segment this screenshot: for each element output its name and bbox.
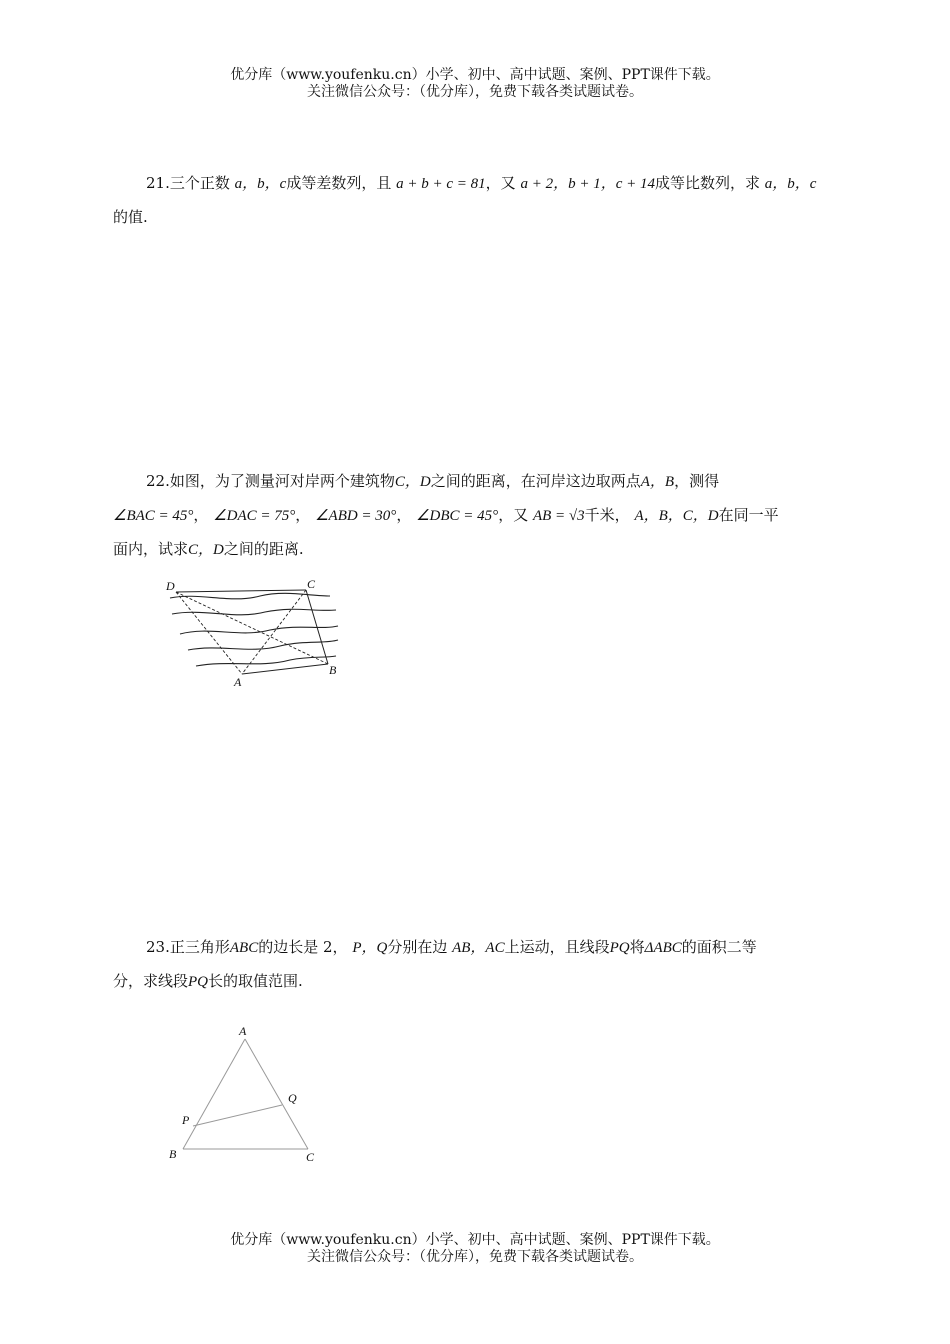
- label-d: D: [166, 579, 175, 593]
- math-variables: a，b，c: [764, 176, 817, 192]
- label-a: A: [234, 675, 242, 689]
- river-figure: [160, 574, 350, 692]
- page-header: [0, 67, 950, 101]
- river-line: [170, 593, 330, 599]
- segment-ab: [242, 664, 328, 674]
- question-22: 22.如图，为了测量河对岸两个建筑物C，D之间的距离，在河岸这边取两点A，B，测得 ∠BAC = 45°， ∠DAC = 75°， ∠ABD = 30°， ∠DBC = 45°，又 AB = √3千米， A，B，C，D在同一平 面内，试求C，D之间的距离.: [113, 472, 779, 558]
- header-line-2: 关注微信公众号：（优分库），免费下载各类试题试卷。: [307, 84, 643, 100]
- label-q: Q: [288, 1091, 297, 1105]
- question-23: 23.正三角形ABC的边长是 2， P，Q分别在边 AB，AC上运动，且线段PQ将ΔABC的面积二等 分，求线段PQ长的取值范围.: [113, 938, 757, 990]
- page-footer: [0, 1232, 950, 1266]
- footer-line-2: 关注微信公众号：（优分库），免费下载各类试题试卷。: [307, 1249, 643, 1265]
- segment-ca: [242, 590, 306, 674]
- side-ab: [183, 1039, 245, 1149]
- label-c: C: [306, 1150, 315, 1164]
- segment-db: [176, 592, 328, 664]
- angle-dac: ∠DAC = 75°: [213, 508, 296, 524]
- question-21: 21.三个正数 a，b，c成等差数列，且 a + b + c = 81，又 a + 2，b + 1，c + 14成等比数列，求 a，b，c 的值.: [113, 174, 817, 226]
- side-ac: [245, 1039, 308, 1149]
- question-number: 22.: [146, 472, 170, 490]
- question-number: 23.: [146, 938, 170, 956]
- label-a: A: [239, 1024, 247, 1038]
- label-b: B: [329, 663, 337, 677]
- footer-line-1: 优分库（www.youfenku.cn）小学、初中、高中试题、案例、PPT课件下载。: [230, 1232, 720, 1248]
- angle-bac: ∠BAC = 45°: [113, 508, 194, 524]
- triangle-figure: [160, 1020, 330, 1170]
- label-b: B: [169, 1147, 177, 1161]
- math-sum: a + b + c = 81: [396, 176, 486, 192]
- angle-abd: ∠ABD = 30°: [315, 508, 397, 524]
- river-line: [172, 609, 336, 615]
- math-variables: a，b，c: [234, 176, 287, 192]
- angle-dbc: ∠DBC = 45°: [416, 508, 499, 524]
- question-number: 21.: [146, 174, 170, 192]
- river-line: [180, 626, 338, 634]
- header-line-1: 优分库（www.youfenku.cn）小学、初中、高中试题、案例、PPT课件下载。: [230, 67, 720, 83]
- label-c: C: [307, 577, 316, 591]
- river-line: [196, 656, 336, 666]
- math-geometric-terms: a + 2，b + 1，c + 14: [520, 176, 655, 192]
- river-line: [188, 640, 338, 650]
- label-p: P: [182, 1113, 190, 1127]
- length-ab: AB = √3: [532, 508, 585, 524]
- segment-dc: [176, 590, 306, 592]
